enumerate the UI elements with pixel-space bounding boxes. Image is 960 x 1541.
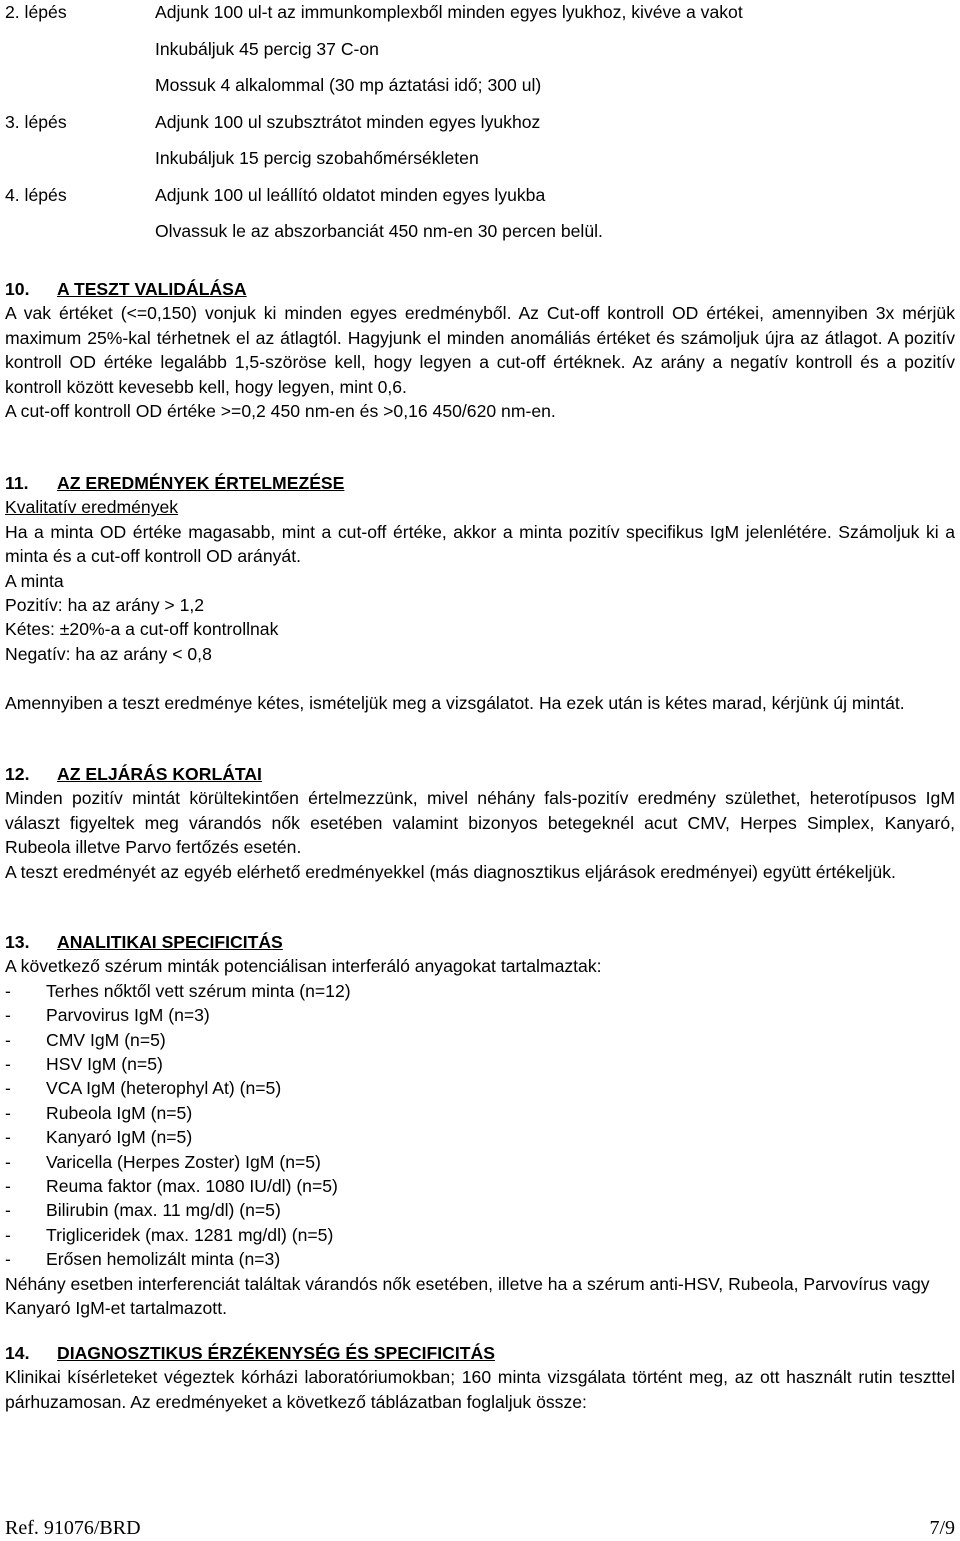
list-item: - Parvovirus IgM (n=3): [5, 1005, 210, 1026]
list-item: - Rubeola IgM (n=5): [5, 1102, 193, 1123]
procedure-steps: [5, 0, 955, 256]
step-text: Olvassuk le az abszorbanciát 450 nm-en 30 percen belül.: [155, 221, 603, 241]
section-validation: [5, 277, 955, 423]
sample-line: A minta: [5, 570, 64, 591]
step-text: Mossuk 4 alkalommal (30 mp áztatási idő; 300 ul): [155, 75, 542, 95]
negative-rule: Negatív: ha az arány < 0,8: [5, 643, 212, 664]
list-item: - CMV IgM (n=5): [5, 1029, 166, 1050]
section-heading: [5, 277, 955, 301]
list-item: - Erősen hemolizált minta (n=3): [5, 1249, 281, 1270]
list-item: - Kanyaró IgM (n=5): [5, 1127, 193, 1148]
step-row: [5, 110, 955, 147]
list-item: - VCA IgM (heterophyl At) (n=5): [5, 1078, 282, 1099]
list-item: - Trigliceridek (max. 1281 mg/dl) (n=5): [5, 1224, 334, 1245]
section-number: 10.: [5, 279, 30, 299]
section-title: AZ ELJÁRÁS KORLÁTAI: [57, 764, 262, 784]
section-title: ANALITIKAI SPECIFICITÁS: [57, 932, 283, 952]
section-heading: [5, 1341, 955, 1365]
list-item: - HSV IgM (n=5): [5, 1054, 163, 1075]
paragraph: Klinikai kísérleteket végeztek kórházi laboratóriumokban; 160 minta vizsgálata történt meg, az ott használt rutin teszttel párhuzamosan. Az eredményeket a következő táblázatban foglaljuk össze:: [5, 1367, 955, 1412]
step-label: 2. lépés: [5, 2, 67, 22]
section-number: 12.: [5, 764, 30, 784]
section-interpretation: [5, 471, 955, 715]
paragraph: Minden pozitív mintát körültekintően értelmezzünk, mivel néhány fals-pozitív eredmény születhet, heterotípusos IgM választ figyeltek meg várandós nők esetében valamint bizonyos betegeknél acut CMV, Herpes Simplex, Kanyaró, Rubeola illetve Parvo fertőzés esetén.: [5, 788, 955, 858]
step-label: 4. lépés: [5, 184, 67, 205]
section-limitations: [5, 762, 955, 884]
section-analytical-specificity: [5, 930, 955, 1321]
paragraph: A következő szérum minták potenciálisan interferáló anyagokat tartalmaztak:: [5, 956, 602, 977]
paragraph: A teszt eredményét az egyéb elérhető eredményekkel (más diagnosztikus eljárások eredményei) együtt értékeljük.: [5, 861, 896, 882]
section-number: 13.: [5, 932, 30, 952]
step-row: [5, 183, 955, 220]
equivocal-rule: Kétes: ±20%-a a cut-off kontrollnak: [5, 619, 279, 640]
step-text: Adjunk 100 ul leállító oldatot minden egyes lyukba: [155, 184, 546, 205]
interferent-list: [5, 979, 955, 1272]
step-label: 3. lépés: [5, 111, 67, 132]
section-title: DIAGNOSZTIKUS ÉRZÉKENYSÉG ÉS SPECIFICITÁS: [57, 1343, 495, 1363]
section-title: AZ EREDMÉNYEK ÉRTELMEZÉSE: [57, 473, 345, 493]
section-heading: [5, 930, 955, 954]
step-row: [5, 146, 955, 183]
list-item: - Bilirubin (max. 11 mg/dl) (n=5): [5, 1200, 281, 1221]
step-text: Adjunk 100 ul szubsztrátot minden egyes lyukhoz: [155, 111, 541, 132]
list-item: - Varicella (Herpes Zoster) IgM (n=5): [5, 1151, 321, 1172]
reference-number: Ref. 91076/BRD: [5, 1517, 141, 1539]
step-row: [5, 73, 955, 110]
section-diagnostic-sensitivity: [5, 1341, 955, 1414]
section-heading: [5, 762, 955, 786]
step-row: [5, 37, 955, 74]
paragraph: Néhány esetben interferenciát találtak várandós nők esetében, illetve ha a szérum anti-HSV, Rubeola, Parvovírus vagy Kanyaró IgM-et tartalmazott.: [5, 1273, 930, 1319]
paragraph: Amennyiben a teszt eredménye kétes, ismételjük meg a vizsgálatot. Ha ezek után is kétes marad, kérjünk új mintát.: [5, 692, 905, 713]
section-number: 14.: [5, 1343, 30, 1363]
page-number: 7/9: [929, 1517, 955, 1539]
subsection-title: Kvalitatív eredmények: [5, 497, 179, 518]
section-number: 11.: [5, 473, 29, 493]
paragraph: A cut-off kontroll OD értéke >=0,2 450 nm-en és >0,16 450/620 nm-en.: [5, 401, 556, 422]
step-text: Inkubáljuk 45 percig 37 C-on: [155, 38, 379, 59]
section-title: A TESZT VALIDÁLÁSA: [57, 279, 247, 299]
step-text: Inkubáljuk 15 percig szobahőmérsékleten: [155, 148, 479, 168]
step-row: [5, 0, 955, 37]
paragraph: Ha a minta OD értéke magasabb, mint a cut-off értéke, akkor a minta pozitív specifikus IgM jelenlétére. Számoljuk ki a minta és a cut-off kontroll OD arányát.: [5, 521, 955, 567]
positive-rule: Pozitív: ha az arány > 1,2: [5, 595, 205, 616]
step-row: [5, 219, 955, 256]
list-item: - Reuma faktor (max. 1080 IU/dl) (n=5): [5, 1176, 338, 1197]
list-item: - Terhes nőktől vett szérum minta (n=12): [5, 980, 351, 1001]
spacer: [5, 666, 955, 690]
page-footer: [5, 1517, 955, 1540]
section-heading: [5, 471, 955, 495]
step-text: Adjunk 100 ul-t az immunkomplexből minden egyes lyukhoz, kivéve a vakot: [155, 2, 743, 22]
paragraph: A vak értéket (<=0,150) vonjuk ki minden egyes eredményből. Az Cut-off kontroll OD értékei, amennyiben 3x mérjük maximum 25%-kal térhetnek el az átlagtól. Hagyjunk el minden anomáliás értéket és számoljuk újra az átlagot. A pozitív kontroll OD értéke legalább 1,5-szöröse kell, hogy legyen a cut-off értéknek. Az arány a negatív kontroll és a pozitív kontroll között kevesebb kell, hogy legyen, mint 0,6.: [5, 303, 955, 397]
